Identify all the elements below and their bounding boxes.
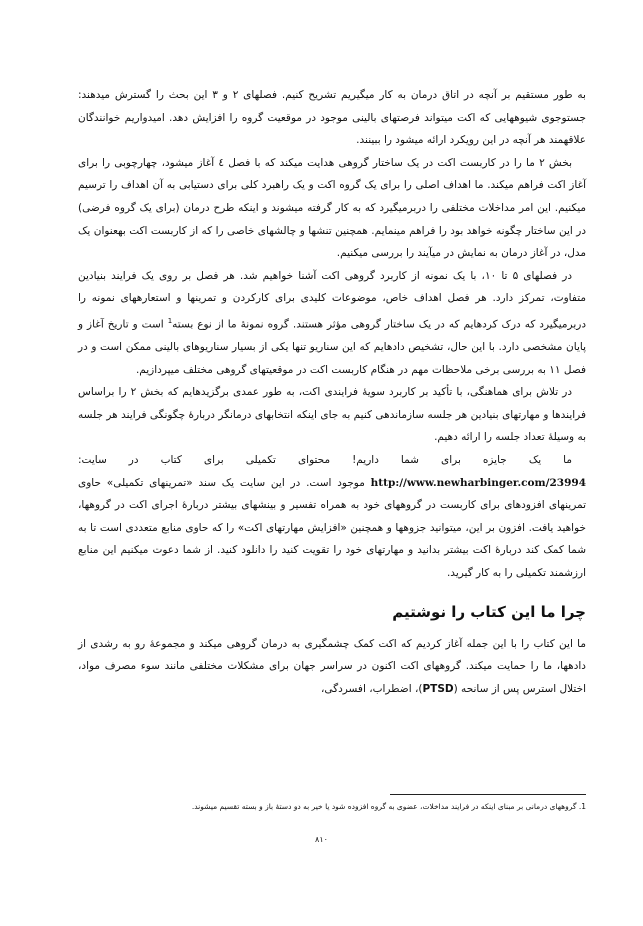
paragraph-bonus-b: موجود است. در این سایت یک سند «تمرینهای تکمیلی» حاوی تمرینهای افزودهای برای کاربست در گروههای خود به همراه تفسیر و بینشهای بیشتر دربارهٔ اجرای اکت در گروهها، خواهید یافت. افزون بر این، میتوانید جزوهها و همچنین «افزایش مهارتهای اکت» را که حاوی منابع متعددی است تا به شما کمک کند دربارهٔ اکت بیشتر بدانید و مهارتهای خود را تقویت کنید را دانلود کنید. از شما دعوت میکنیم این منابع ارزشمند تکمیلی را به کار گیرید. [78,476,586,579]
footnote-marker: 1 [167,316,173,325]
paragraph-chapters-b: است و تاریخ آغاز و پایان مشخصی دارد. با این حال، تشخیص دادهایم که این سناریو تنها یکی از بسیار سناریوهای بالینی ممکن است و در فصل ۱۱ به بررسی برخی ملاحظات مهم در هنگام کاربست اکت در موقعیتهای گروهی مختلف میپردازیم. [78,318,586,376]
page-number: ۸۱۰ [315,835,328,844]
paragraph-harmony: در تلاش برای هماهنگی، با تأکید بر کاربرد سویهٔ فرایندی اکت، به طور عمدی برگزیدهایم که بخش ۲ را براساس فرایندها و مهارتهای بنیادین هر جلسه سازماندهی کنیم به جای اینکه انتخابهای درمانگر دربارهٔ چگونگی فرایند هر جلسه به وسیلهٔ تعداد جلسه را ارائه دهیم. [78,386,586,444]
paragraph-chapters-a: در فصلهای ۵ تا ۱۰، با یک نمونه از کاربرد گروهی اکت آشنا خواهیم شد. هر فصل بر روی یک فرایند بنیادین متفاوت، تمرکز دارد. هر فصل اهداف خاص، موضوعات کلیدی برای کارکردن و تمرینها و استعارههای نمونه را دربرمیگیرد که درک کردهایم که در یک ساختار گروهی مؤثر هستند. گروه نمونهٔ ما از نوع بسته [78,269,586,331]
footnote-text: 1. گروههای درمانی بر مبنای اینکه در فرایند مداخلات، عضوی به گروه افزوده شود یا خیر به دو دستهٔ باز و بسته تقسیم میشوند. [191,802,586,811]
paragraph-part-two: بخش ۲ ما را در کاربست اکت در یک ساختار گروهی هدایت میکند که با فصل ٤ آغاز میشود، چهارچوبی را برای آغاز اکت فراهم میکند. ما اهداف اصلی را برای یک گروه اکت و یک راهبرد کلی برای دستیابی به آن اهداف را ترسیم میکنیم. این امر مداخلات مختلفی را دربرمیگیرد که به کار گرفته میشوند و اینکه طرح درمان (برای یک گروه فرضی) در این ساختار چگونه خواهد بود را فراهم مینمایم. همچنین تنشها و چالشهای خاصی را که از کاربست اکت بهعنوان یک مدل، در آغاز درمان به نمایش در میآیند را بررسی میکنیم. [78,156,586,260]
page-body [78,84,586,700]
paragraph-chapters [78,265,586,381]
paragraph-why-a: ما این کتاب را با این جمله آغاز کردیم که اکت کمک چشمگیری به درمان گروهی میکند و مجموعهٔ رو به رشدی از دادهها، ما را حمایت میکند. گروههای اکت اکنون در سراسر جهان برای مشکلات مختلفی مانند سوء مصرف مواد، اختلال استرس پس از سانحه ( [78,637,586,695]
section-heading: چرا ما این کتاب را نوشتیم [392,602,586,621]
ptsd-suffix: )، [414,682,423,695]
paragraph-why-b: اضطراب، افسردگی، [320,682,412,695]
bonus-url-link[interactable]: http://www.newharbinger.com/23994 [370,476,587,489]
paragraph-bonus-a: ما یک جایزه برای شما داریم! محتوای تکمیلی برای کتاب در سایت: [78,454,572,466]
footnote-divider [390,794,586,795]
paragraph-why [78,633,586,701]
paragraph-intro: به طور مستقیم بر آنچه در اتاق درمان به کار میگیریم تشریح کنیم. فصلهای ۲ و ۳ این بحث را گسترش میدهند: جستوجوی شیوههایی که اکت میتواند فرصتهای بالینی موجود در موقعیت گروه را افزایش دهد. امیدواریم خوانندگان علاقهمند هر آنچه در این رویکرد ارائه میشود را ببینند. [78,89,586,147]
paragraph-bonus [78,449,586,585]
ptsd-abbrev: PTSD [422,682,454,695]
